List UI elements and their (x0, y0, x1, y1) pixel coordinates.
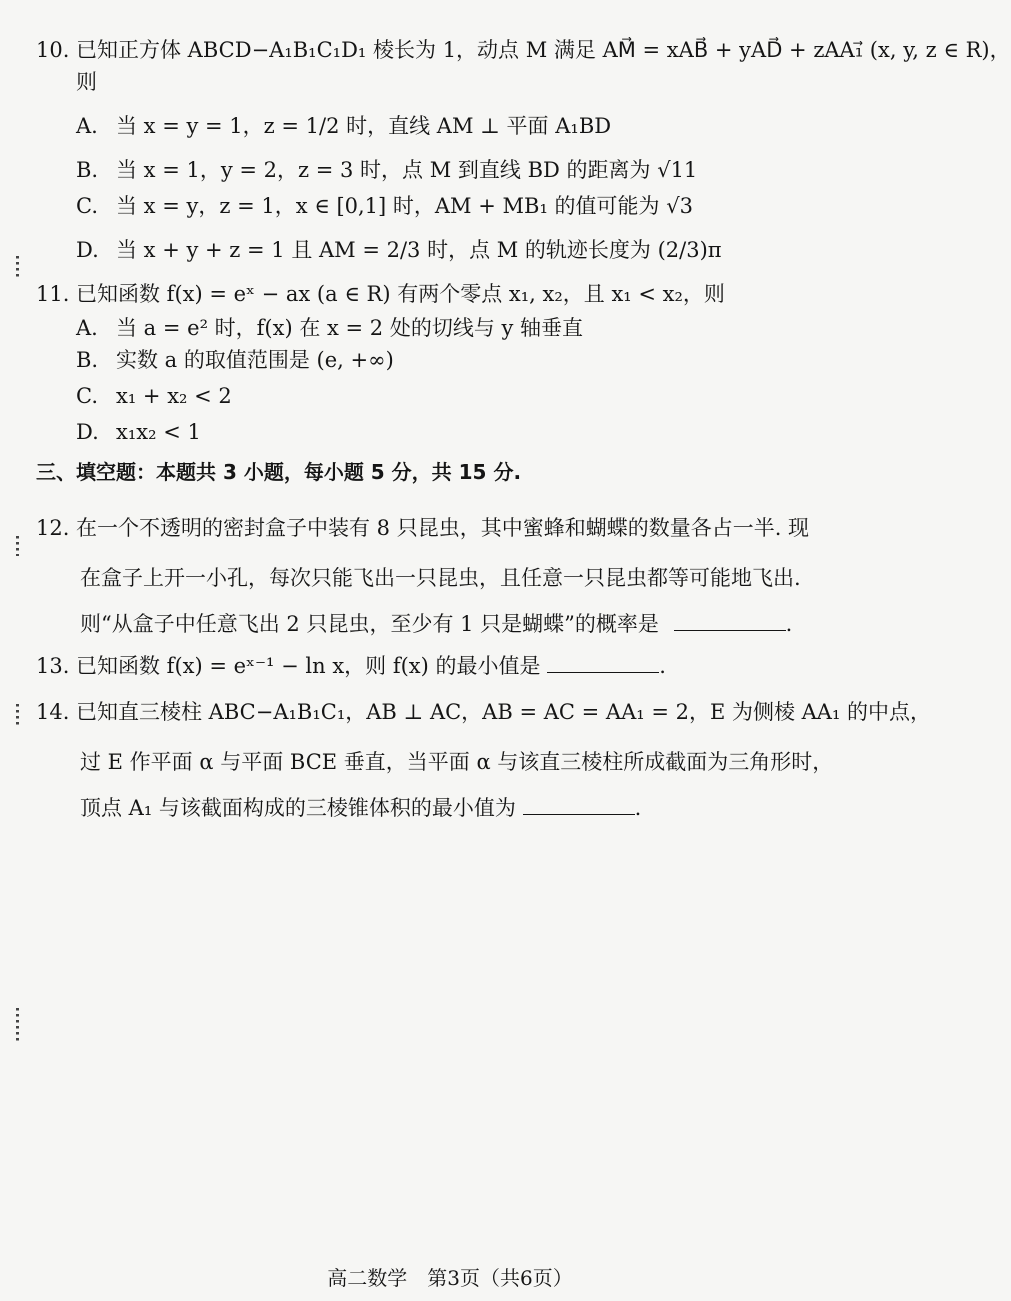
margin-mark (16, 256, 19, 280)
question-number: 10. (36, 38, 70, 62)
option-text: 当 x = y = 1，z = 1/2 时，直线 AM ⊥ 平面 A₁BD (116, 114, 612, 138)
question-11-stem (36, 280, 725, 308)
margin-mark (16, 704, 19, 726)
question-number: 14. (36, 700, 70, 724)
option-label: B. (76, 348, 99, 372)
question-text: 已知正方体 ABCD−A₁B₁C₁D₁ 棱长为 1，动点 M 满足 AM⃗ = xAB⃗ + yAD⃗ + zAA₁⃗ (x, y, z ∈ R)， (76, 38, 1011, 62)
question-12-line-2 (80, 564, 801, 592)
question-11-option-a (76, 314, 583, 342)
option-label: C. (76, 384, 98, 408)
section-heading: 三、填空题：本题共 3 小题，每小题 5 分，共 15 分. (36, 460, 522, 484)
question-11-option-b (76, 346, 394, 374)
question-11-option-c (76, 382, 232, 410)
question-text: 已知直三棱柱 ABC−A₁B₁C₁，AB ⊥ AC，AB = AC = AA₁ = 2，E 为侧棱 AA₁ 的中点， (76, 700, 932, 724)
question-text: 在一个不透明的密封盒子中装有 8 只昆虫，其中蜜蜂和蝴蝶的数量各占一半. 现 (76, 516, 810, 540)
period: . (634, 796, 642, 820)
question-text: 已知函数 f(x) = eˣ − ax (a ∈ R) 有两个零点 x₁, x₂，且 x₁ < x₂，则 (76, 282, 725, 306)
question-10-stem (36, 36, 1011, 64)
question-text: 则 (76, 70, 97, 94)
option-label: A. (76, 114, 98, 138)
question-10-option-a (76, 112, 611, 140)
question-11-option-d (76, 418, 201, 446)
option-label: A. (76, 316, 98, 340)
question-10-option-d (76, 236, 722, 264)
question-14-line-2 (80, 748, 833, 776)
answer-blank[interactable] (523, 794, 635, 815)
option-label: B. (76, 158, 99, 182)
question-text: 在盒子上开一小孔，每次只能飞出一只昆虫，且任意一只昆虫都等可能地飞出. (80, 566, 801, 590)
margin-mark (16, 1008, 19, 1044)
option-text: 当 x = y，z = 1，x ∈ [0,1] 时，AM + MB₁ 的值可能为 √3 (116, 194, 693, 218)
answer-blank[interactable] (547, 652, 659, 673)
page-footer: 高二数学 第3页（共6页） (327, 1266, 573, 1290)
question-number: 11. (36, 282, 70, 306)
option-text: 当 x + y + z = 1 且 AM = 2/3 时，点 M 的轨迹长度为 (2/3)π (116, 238, 722, 262)
question-text: 顶点 A₁ 与该截面构成的三棱锥体积的最小值为 (80, 796, 516, 820)
option-text: 当 a = e² 时，f(x) 在 x = 2 处的切线与 y 轴垂直 (116, 316, 584, 340)
option-text: 当 x = 1，y = 2，z = 3 时，点 M 到直线 BD 的距离为 √11 (116, 158, 698, 182)
option-label: C. (76, 194, 98, 218)
option-label: D. (76, 420, 99, 444)
question-13 (36, 652, 666, 680)
question-number: 13. (36, 654, 70, 678)
period: . (659, 654, 666, 678)
question-10-stem-cont (76, 68, 97, 96)
question-12-line-3 (80, 610, 792, 638)
option-label: D. (76, 238, 99, 262)
question-number: 12. (36, 516, 70, 540)
question-10-option-b (76, 156, 697, 184)
question-10-option-c (76, 192, 693, 220)
question-14-line-1 (36, 698, 931, 726)
question-12-line-1 (36, 514, 809, 542)
question-14-line-3 (80, 794, 641, 822)
period: . (785, 612, 793, 636)
option-text: x₁ + x₂ < 2 (116, 384, 232, 408)
option-text: x₁x₂ < 1 (116, 420, 201, 444)
margin-mark (16, 536, 19, 556)
answer-blank[interactable] (674, 610, 786, 631)
question-text: 则“从盒子中任意飞出 2 只昆虫，至少有 1 只是蝴蝶”的概率是 (80, 612, 659, 636)
question-text: 过 E 作平面 α 与平面 BCE 垂直，当平面 α 与该直三棱柱所成截面为三角形时， (80, 750, 834, 774)
option-text: 实数 a 的取值范围是 (e, +∞) (116, 348, 394, 372)
question-text: 已知函数 f(x) = eˣ⁻¹ − ln x，则 f(x) 的最小值是 (76, 654, 541, 678)
